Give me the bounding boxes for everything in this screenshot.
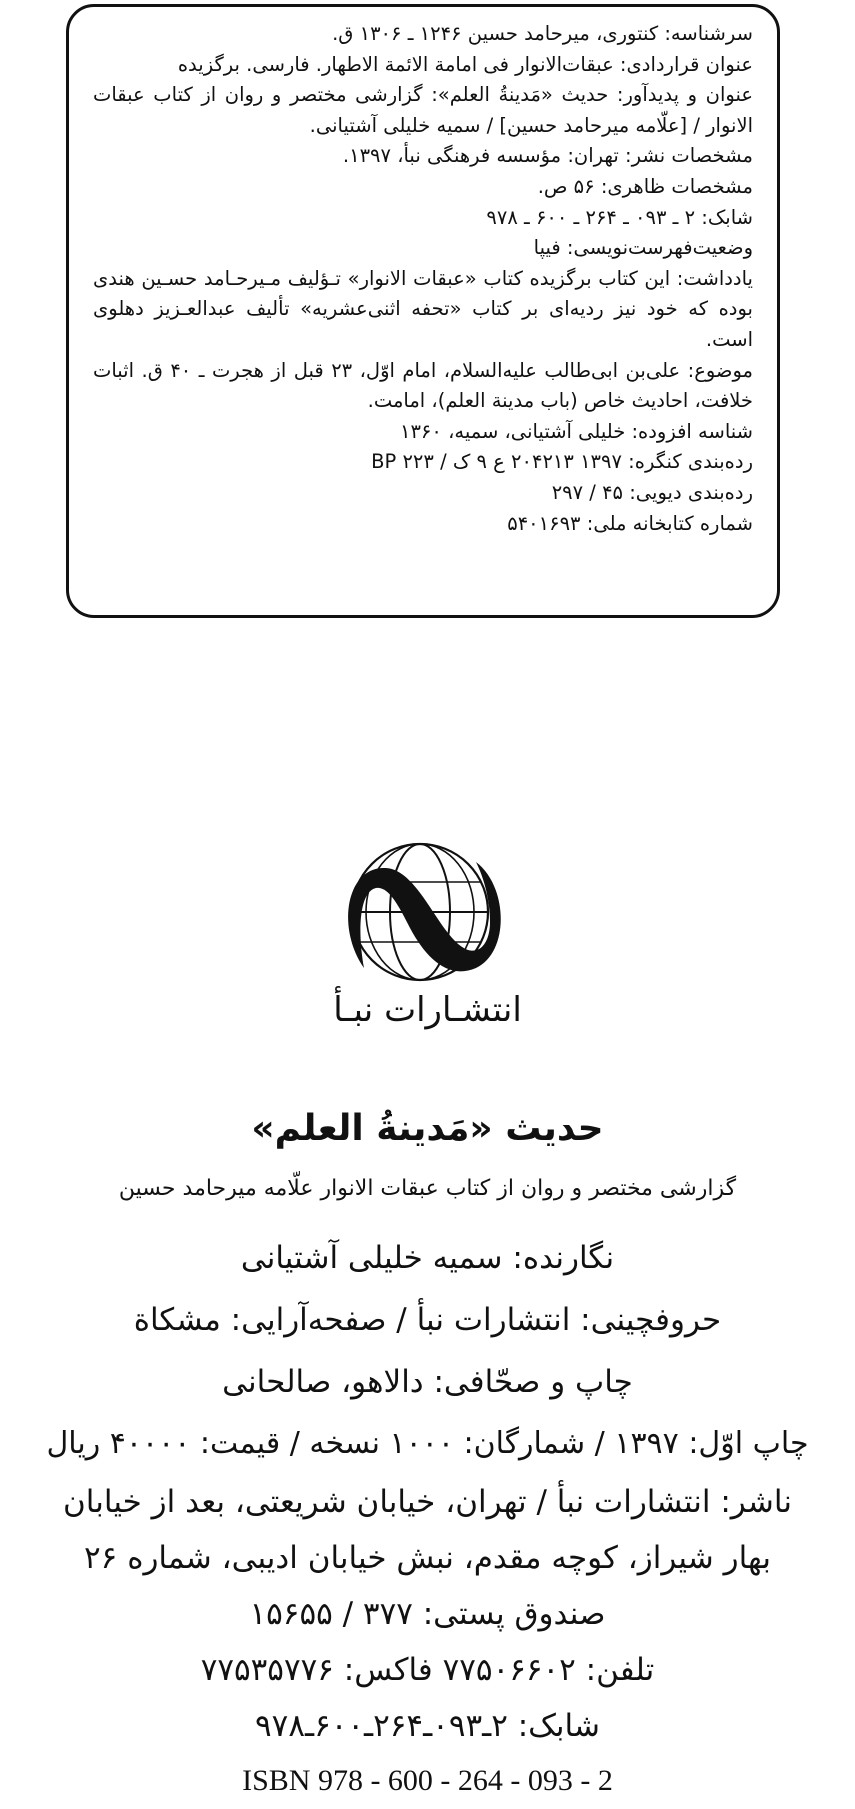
cip-lc-class: رده‌بندی کنگره: ۱۳۹۷ ۲۰۴۲۱۳ ع ۹ ک / BP ۲۲۳ (371, 450, 753, 474)
cip-isbn: شابک: ۲ ـ ۰۹۳ ـ ۲۶۴ ـ ۶۰۰ ـ ۹۷۸ (486, 205, 753, 229)
cip-cataloging-status: وضعیت‌فهرست‌نویسی: فیپا (533, 236, 753, 260)
isbn-latin: ISBN 978 - 600 - 264 - 093 - 2 (242, 1764, 613, 1797)
cip-subject: موضوع: علی‌بن ابی‌طالب علیه‌السلام، امام اوّل، ۲۳ قبل از هجرت ـ ۴۰ ق. اثبات خلافت، احادیث خاص (باب مدینة العلم)، امامت. (93, 358, 753, 413)
publisher-address-line-1: ناشر: انتشارات نبأ / تهران، خیابان شریعتی، بعد از خیابان (63, 1484, 792, 1520)
credit-printing: چاپ و صحّافی: دالاهو، صالحانی (222, 1364, 633, 1400)
cip-added-entry: شناسه افزوده: خلیلی آشتیانی، سمیه، ۱۳۶۰ (399, 419, 753, 443)
cip-physical: مشخصات ظاهری: ۵۶ ص. (537, 174, 753, 198)
credit-typesetting: حروفچینی: انتشارات نبأ / صفحه‌آرایی: مشکاة (133, 1302, 722, 1338)
phone-fax: تلفن: ۷۷۵۰۶۶۰۲ فاکس: ۷۷۵۳۵۷۷۶ (200, 1652, 655, 1688)
publisher-address-line-2: بهار شیراز، کوچه مقدم، نبش خیابان ادیبی، شماره ۲۶ (84, 1540, 771, 1576)
credit-edition: چاپ اوّل: ۱۳۹۷ / شمارگان: ۱۰۰۰ نسخه / قیمت: ۴۰۰۰۰ ریال (46, 1426, 809, 1461)
cip-uniform-title: عنوان قراردادی: عبقات‌الانوار فی امامة الائمة الاطهار. فارسی. برگزیده (177, 52, 753, 76)
cip-catalog-box (66, 4, 780, 618)
cip-publication: مشخصات نشر: تهران: مؤسسه فرهنگی نبأ، ۱۳۹۷. (342, 144, 753, 168)
cip-national-number: شماره کتابخانه ملی: ۵۴۰۱۶۹۳ (507, 511, 753, 535)
book-title: حدیث «مَدینةُ العلم» (251, 1108, 604, 1149)
isbn-persian: شابک: ۲ـ۰۹۳ـ۲۶۴ـ۶۰۰ـ۹۷۸ (255, 1708, 600, 1744)
cip-title-statement: عنوان و پدیدآور: حدیث «مَدینةُ العلم»: گزارشی مختصر و روان از کتاب عبقات الانوار / [علّامه میرحامد حسین] / سمیه خلیلی آشتیانی. (93, 83, 753, 137)
credit-writer: نگارنده: سمیه خلیلی آشتیانی (240, 1240, 615, 1276)
cip-note: یادداشت: این کتاب برگزیده کتاب «عبقات الانوار» تـؤلیف مـیرحـامد حسـین هندی بوده که خود نیز ردیه‌ای بر کتاب «تحفه اثنی‌عشریه» تألیف عبدالعـزیز دهلوی است. (93, 266, 753, 351)
cip-dewey-class: رده‌بندی دیویی: ۴۵ / ۲۹۷ (551, 480, 753, 504)
publisher-globe-logo-icon (330, 840, 510, 990)
publisher-name: انتشـارات نبـأ (333, 990, 522, 1030)
cip-author: سرشناسه: کنتوری، میرحامد حسین ۱۲۴۶ ـ ۱۳۰۶ ق. (332, 22, 753, 45)
po-box: صندوق پستی: ۳۷۷ / ۱۵۶۵۵ (249, 1596, 606, 1632)
book-subtitle: گزارشی مختصر و روان از کتاب عبقات الانوار علّامه میرحامد حسین (118, 1176, 737, 1201)
